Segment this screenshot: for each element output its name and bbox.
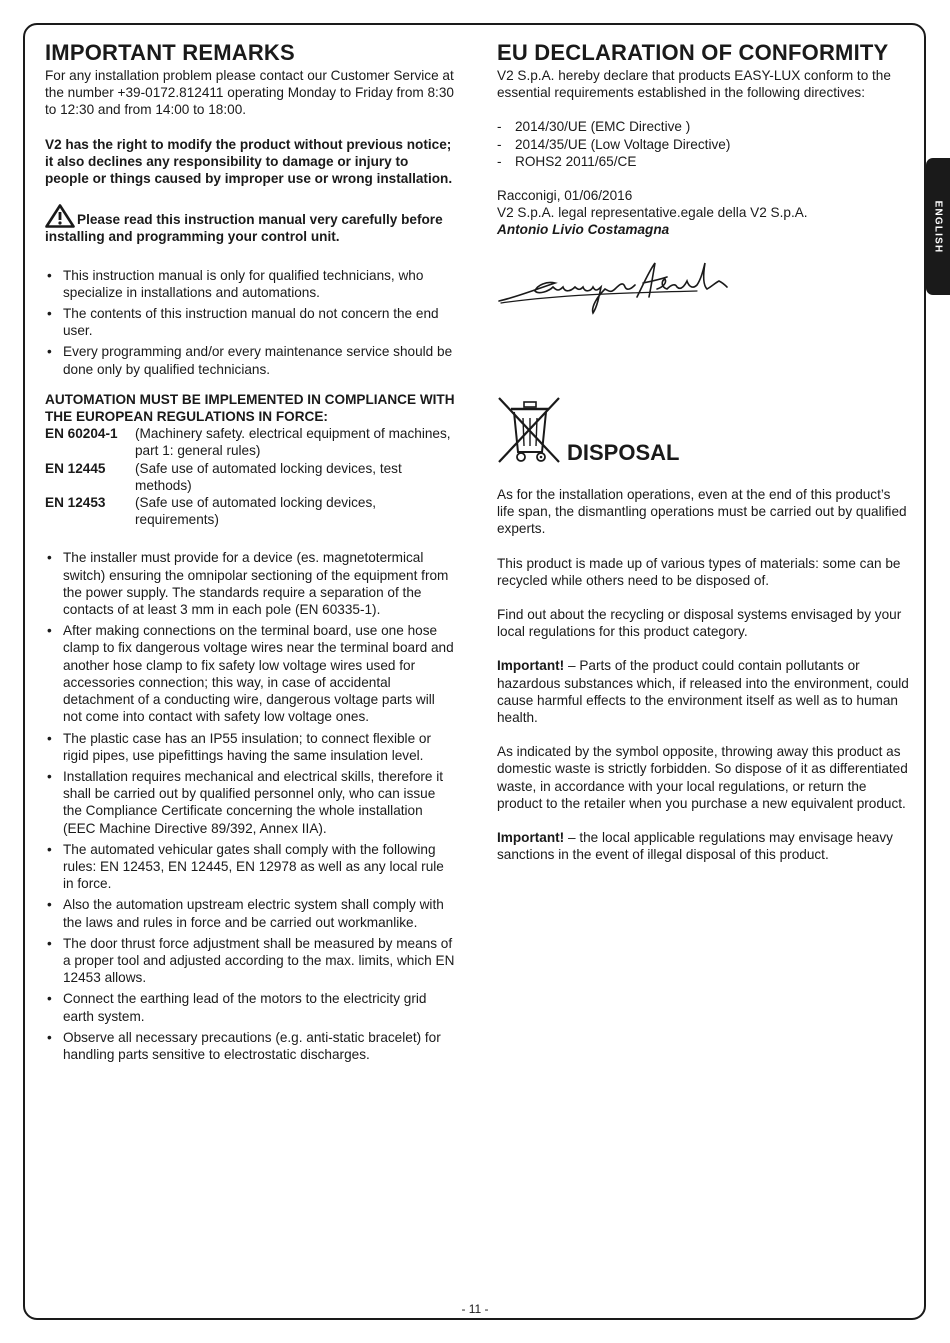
list-item: • Observe all necessary precautions (e.g. anti-static bracelet) for handling parts sensitive to electrostatic discharges. — [45, 1029, 455, 1063]
disposal-section — [497, 396, 909, 863]
important-remarks-column — [45, 40, 455, 1067]
declaration-intro: V2 S.p.A. hereby declare that products EASY-LUX conform to the essential requirements established in the following directives: — [497, 68, 891, 101]
declaration-column — [497, 40, 909, 321]
legal-representative: V2 S.p.A. legal representative.egale della V2 S.p.A. — [497, 205, 808, 221]
standard-row — [45, 460, 455, 494]
language-tab-label: ENGLISH — [932, 200, 944, 253]
list-item: - 2014/30/UE (EMC Directive ) — [497, 118, 909, 135]
standard-code: EN 12445 — [45, 460, 106, 476]
warning-text: Please read this instruction manual very carefully before installing and programming your control unit. — [45, 212, 443, 245]
page-number: - 11 - — [461, 1302, 489, 1316]
disposal-paragraph-4-text: – Parts of the product could contain pollutants or hazardous substances which, if released into the environment, could cause harmful effects to the environment itself as well as to human health. — [497, 658, 909, 726]
list-item: • Also the automation upstream electric system shall comply with the laws and rules in force and be carried out workmanlike. — [45, 896, 455, 930]
standard-row — [45, 425, 455, 459]
standards-list — [45, 425, 455, 528]
standard-description: (Safe use of automated locking devices, requirements) — [135, 495, 377, 528]
compliance-heading: AUTOMATION MUST BE IMPLEMENTED IN COMPLIANCE WITH THE EUROPEAN REGULATIONS IN FORCE: — [45, 391, 455, 425]
important-label: Important! — [497, 658, 565, 674]
important-label: Important! — [497, 830, 565, 846]
list-item: • Connect the earthing lead of the motors to the electricity grid earth system. — [45, 990, 455, 1024]
disposal-paragraph-6-text: – the local applicable regulations may envisage heavy sanctions in the event of illegal disposal of this product. — [497, 830, 893, 863]
disposal-paragraph-5: As indicated by the symbol opposite, throwing away this product as domestic waste is strictly forbidden. So dispose of it as differentiated waste, in accordance with your local regulations, or return the product to the retailer when you purchase a new equivalent product. — [497, 744, 908, 811]
warning-paragraph — [45, 204, 455, 245]
list-item: • The installer must provide for a device (es. magnetotermical switch) ensuring the omnipolar sectioning of the equipment from the power supply. The standards require a separation of the contacts of at least 3 mm in each pole (EN 60335-1). — [45, 549, 455, 618]
signatory-name: Antonio Livio Costamagna — [497, 222, 670, 238]
language-tab — [926, 158, 950, 295]
warning-icon — [45, 204, 75, 228]
customer-service-paragraph: For any installation problem please contact our Customer Service at the number +39-0172.812411 operating Monday to Friday from 8:30 to 12:30 and from 14:00 to 18:00. — [45, 68, 454, 118]
standard-description: (Safe use of automated locking devices, test methods) — [135, 460, 402, 493]
disposal-paragraph-2: This product is made up of various types of materials: some can be recycled while others need to be disposed of. — [497, 555, 901, 588]
standard-description: (Machinery safety. electrical equipment of machines, part 1: general rules) — [135, 426, 451, 459]
directives-list — [497, 118, 909, 170]
rights-paragraph: V2 has the right to modify the product without previous notice; it also declines any responsibility to damage or injury to people or things caused by improper use or wrong installation. — [45, 136, 453, 187]
list-item: • The contents of this instruction manual do not concern the end user. — [45, 305, 455, 339]
list-item: • The automated vehicular gates shall comply with the following rules: EN 12453, EN 12445, EN 12978 as well as any local rule in force. — [45, 841, 455, 893]
list-item: • Installation requires mechanical and electrical skills, therefore it shall be carried out by qualified personnel only, who can issue the Compliance Certificate concerning the whole installation (EEC Machine Directive 89/392, Annex IIA). — [45, 768, 455, 837]
list-item: • After making connections on the terminal board, use one hose clamp to fix dangerous voltage wires near the terminal board and another hose clamp to fix safety low voltage wires used for accessories connection; this way, in case of accidental detachment of a conducting wire, dangerous voltage parts will not come into contact with safety low voltage ones. — [45, 622, 455, 725]
disposal-paragraph-1: As for the installation operations, even at the end of this product’s life span, the dismantling operations must be carried out by qualified experts. — [497, 487, 907, 537]
crossed-bin-icon — [497, 396, 563, 466]
disposal-paragraph-3: Find out about the recycling or disposal systems envisaged by your local regulations for this product category. — [497, 607, 902, 640]
disposal-title: DISPOSAL — [567, 440, 680, 465]
standard-code: EN 12453 — [45, 495, 106, 511]
place-date: Racconigi, 01/06/2016 — [497, 188, 633, 204]
list-item: - ROHS2 2011/65/CE — [497, 153, 909, 170]
standard-row — [45, 494, 455, 528]
handwritten-signature — [497, 257, 729, 321]
list-item: - 2014/35/UE (Low Voltage Directive) — [497, 136, 909, 153]
list-item: • This instruction manual is only for qualified technicians, who specialize in installations and automations. — [45, 267, 455, 301]
disposal-paragraph-6 — [497, 829, 909, 863]
list-item: • Every programming and/or every maintenance service should be done only by qualified technicians. — [45, 343, 455, 377]
disposal-paragraph-4 — [497, 657, 909, 726]
standard-code: EN 60204-1 — [45, 426, 118, 442]
installation-notes-list — [45, 549, 455, 1063]
declaration-title: EU DECLARATION OF CONFORMITY — [497, 40, 889, 65]
list-item: • The door thrust force adjustment shall be measured by means of a proper tool and adjusted according to the max. limits, which EN 12453 allows. — [45, 935, 455, 987]
list-item: • The plastic case has an IP55 insulation; to connect flexible or rigid pipes, use pipefittings having the same insulation level. — [45, 730, 455, 764]
technician-notes-list — [45, 267, 455, 378]
important-remarks-title: IMPORTANT REMARKS — [45, 40, 295, 65]
